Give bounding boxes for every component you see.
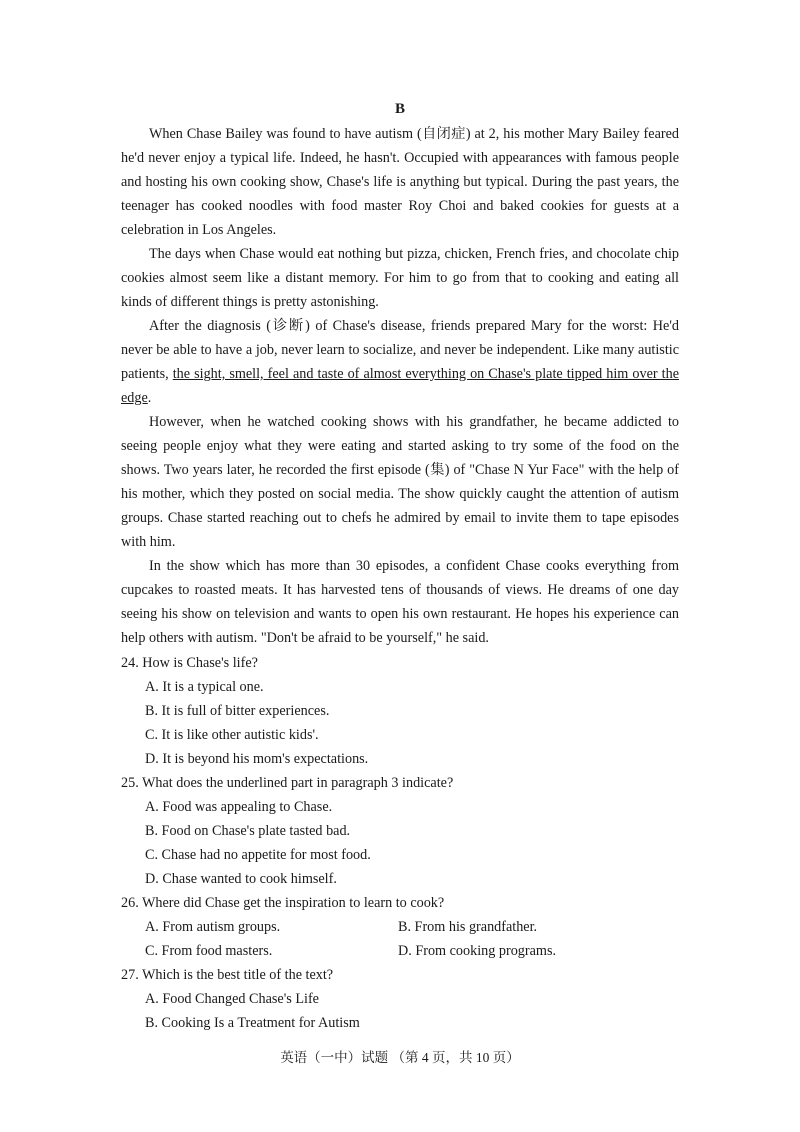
option-b: B. Cooking Is a Treatment for Autism — [145, 1015, 360, 1031]
question-stem: 25. What does the underlined part in paragraph 3 indicate? — [121, 775, 454, 791]
option-c: C. It is like other autistic kids'. — [145, 727, 319, 743]
option-d: D. It is beyond his mom's expectations. — [145, 751, 369, 767]
option-a: A. From autism groups. — [145, 919, 281, 935]
option-d: D. Chase wanted to cook himself. — [145, 871, 337, 887]
option-a: A. Food was appealing to Chase. — [145, 799, 333, 815]
reading-passage — [121, 122, 679, 650]
paragraph-3-text: After the diagnosis (诊断) of Chase's disease, friends prepared Mary for the worst: He'd never be able to have a job, never learn to socialize, and never be independent. Like many autistic patients, — [121, 318, 679, 382]
underlined-part: the sight, smell, feel and taste of almost everything on Chase's plate tipped him over the edge — [121, 366, 679, 406]
option-d: D. From cooking programs. — [398, 943, 557, 959]
paragraph-3 — [121, 314, 679, 410]
question-stem: 27. Which is the best title of the text? — [121, 967, 334, 983]
option-c: C. Chase had no appetite for most food. — [145, 847, 371, 863]
option-b: B. From his grandfather. — [398, 919, 538, 935]
page-footer: 英语（一中）试题 （第 4 页，共 10 页） — [280, 1050, 520, 1065]
question-stem: 24. How is Chase's life? — [121, 655, 258, 671]
option-row — [121, 939, 681, 963]
option-a: A. It is a typical one. — [145, 679, 264, 695]
question-26 — [121, 891, 681, 963]
question-stem: 26. Where did Chase get the inspiration to learn to cook? — [121, 895, 445, 911]
option-b: B. It is full of bitter experiences. — [145, 703, 330, 719]
option-c: C. From food masters. — [145, 943, 273, 959]
paragraph-4: However, when he watched cooking shows with his grandfather, he became addicted to seeing people enjoy what they were eating and started asking to try some of the food on the shows. Two years later, he recorded the first episode (集) of "Chase N Yur Face" with the help of his mother, which they posted on social media. The show quickly caught the attention of autism groups. Chase started reaching out to chefs he admired by email to invite them to tape episodes with him. — [121, 414, 679, 550]
paragraph-1: When Chase Bailey was found to have autism (自闭症) at 2, his mother Mary Bailey feared he'd never enjoy a typical life. Indeed, he hasn't. Occupied with appearances with famous people and hosting his own cooking show, Chase's life is anything but typical. During the past years, the teenager has cooked noodles with food master Roy Choi and baked cookies for guests at a celebration in Los Angeles. — [121, 126, 679, 238]
option-b: B. Food on Chase's plate tasted bad. — [145, 823, 351, 839]
option-a: A. Food Changed Chase's Life — [145, 991, 319, 1007]
question-24 — [121, 651, 681, 771]
paragraph-2: The days when Chase would eat nothing but pizza, chicken, French fries, and chocolate chip cookies almost seem like a distant memory. For him to go from that to cooking and eating all kinds of different things is pretty astonishing. — [121, 246, 679, 310]
question-27 — [121, 963, 681, 1035]
section-label: B — [394, 101, 405, 117]
question-25 — [121, 771, 681, 891]
paragraph-5: In the show which has more than 30 episodes, a confident Chase cooks everything from cupcakes to roasted meats. It has harvested tens of thousands of views. He dreams of one day seeing his show on television and wants to open his own restaurant. He hopes his experience can help others with autism. "Don't be afraid to be yourself," he said. — [121, 558, 679, 646]
option-row — [121, 915, 681, 939]
paragraph-3-end: . — [147, 390, 152, 406]
question-list — [121, 651, 681, 1035]
